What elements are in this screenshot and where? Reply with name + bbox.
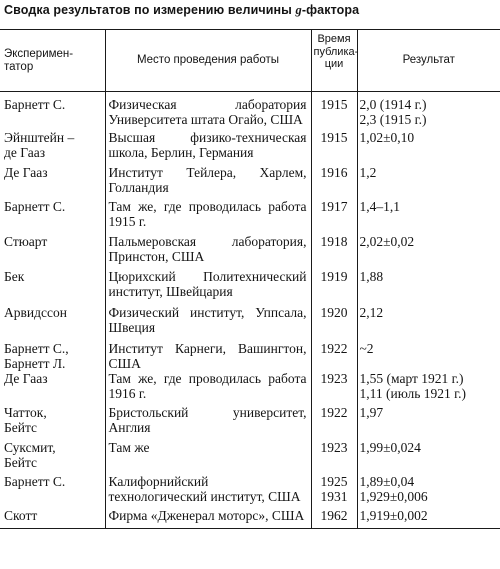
table-row [0,504,500,528]
cell-experimenter: Суксмит, Бейтс [4,440,56,470]
table-row [0,195,500,229]
cell-experimenter: Барнетт С. [4,474,66,489]
cell-year: 1917 [311,195,357,229]
cell-experimenter: Скотт [0,504,105,528]
cell-result: 1,89±0,04 1,929±0,006 [357,470,500,504]
cell-year: 1918 [311,229,357,264]
cell-experimenter: Эйнштейн – де Гааз [4,130,75,160]
cell-place: Там же, где проводилась работа 1916 г. [105,371,311,401]
cell-result: 1,2 [357,160,500,195]
header-result: Результат [357,30,500,92]
cell-year: 1923 [311,435,357,470]
cell-place: Пальмеровская лаборатория, Принстон, США [105,229,311,264]
cell-place: Фирма «Дженерал моторс», США [105,504,311,528]
cell-experimenter: Барнетт С. [4,199,66,214]
table-row [0,264,500,299]
header-year: Время публика- ции [311,30,357,92]
table-row [0,435,500,470]
cell-year: 1920 [311,299,357,335]
cell-year: 1922 [311,401,357,435]
header-experimenter: Эксперимен- татор [0,30,105,92]
cell-year: 1922 [311,335,357,371]
cell-place: Высшая физико-техническая школа, Берлин, Германия [105,127,311,160]
table-title [4,3,359,18]
table-body [0,92,500,529]
cell-result: 2,12 [357,299,500,335]
header-place: Место проведения работы [105,30,311,92]
table-row [0,299,500,335]
table-row [0,335,500,371]
cell-year: 1923 [311,371,357,401]
header-row [0,30,500,92]
table-row [0,92,500,128]
cell-experimenter: Барнетт С. [4,97,66,112]
cell-result: 1,55 (март 1921 г.) 1,11 (июль 1921 г.) [357,371,500,401]
cell-result: ~2 [357,335,500,371]
cell-result: 1,4–1,1 [357,195,500,229]
cell-place: Институт Карнеги, Вашингтон, США [105,335,311,371]
table-row [0,160,500,195]
cell-result: 1,97 [357,401,500,435]
table-row [0,470,500,504]
cell-place: Там же [105,435,311,470]
cell-place: Бристольский университет, Англия [105,401,311,435]
cell-experimenter: Де Гааз [4,165,48,180]
cell-place: Институт Тейлера, Харлем, Голландия [105,160,311,195]
cell-year: 1915 [311,127,357,160]
cell-result: 1,88 [357,264,500,299]
cell-result: 2,02±0,02 [357,229,500,264]
cell-place: Физический институт, Уппсала, Швеция [105,299,311,335]
cell-result: 2,0 (1914 г.) 2,3 (1915 г.) [357,92,500,128]
cell-year: 1925 1931 [311,470,357,504]
cell-year: 1916 [311,160,357,195]
cell-experimenter: Бек [4,269,25,284]
g-symbol: g [295,3,302,17]
cell-place: Калифорнийский технологический институт, США [105,470,311,504]
cell-experimenter: Стюарт [4,234,48,249]
cell-result: 1,02±0,10 [357,127,500,160]
cell-result: 1,99±0,024 [357,435,500,470]
cell-place: Физическая лаборатория Университета штата Огайо, США [105,92,311,128]
cell-year: 1962 [311,504,357,528]
cell-year: 1915 [311,92,357,128]
cell-result: 1,919±0,002 [357,504,500,528]
table-row [0,371,500,401]
cell-experimenter: Арвидссон [4,305,67,320]
cell-experimenter: Де Гааз [4,371,48,386]
cell-experimenter: Чатток, Бейтс [4,405,47,435]
table-title-prefix: Сводка результатов по измерению величины [4,3,296,17]
table-title-suffix: -фактора [301,3,360,17]
table-row [0,229,500,264]
cell-place: Там же, где проводилась работа 1915 г. [105,195,311,229]
cell-year: 1919 [311,264,357,299]
cell-place: Цюрихский Политехнический институт, Швейцария [105,264,311,299]
cell-experimenter: Барнетт С., Барнетт Л. [4,341,69,371]
table-row [0,401,500,435]
table-row [0,127,500,160]
results-table [0,29,500,529]
